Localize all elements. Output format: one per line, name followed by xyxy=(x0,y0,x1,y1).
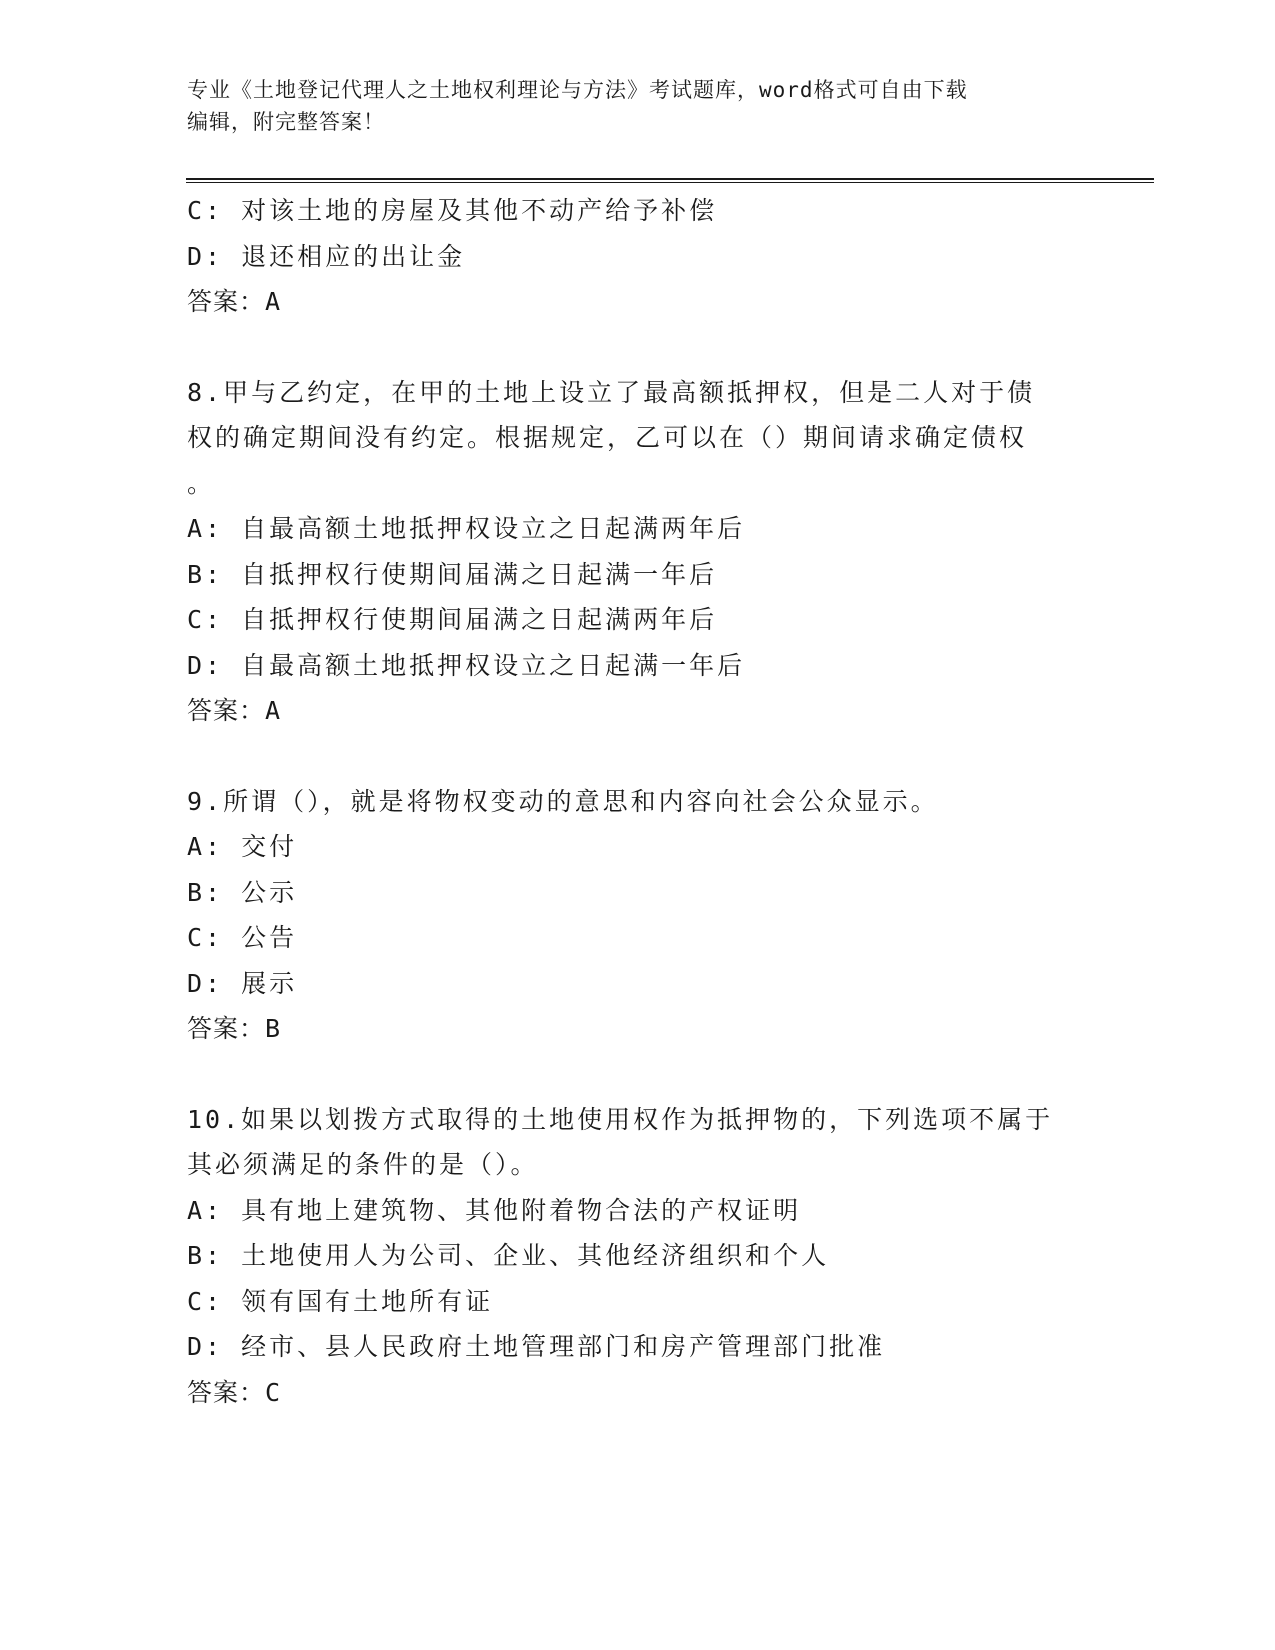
spacer xyxy=(187,1052,1087,1097)
answer: 答案：B xyxy=(187,1014,282,1043)
spacer xyxy=(187,325,1087,370)
question-8 xyxy=(187,370,1087,734)
option-c: C: 领有国有土地所有证 xyxy=(187,1286,494,1316)
option-b: B: 公示 xyxy=(187,877,298,907)
answer: 答案：A xyxy=(187,287,282,316)
option-c: C: 对该土地的房屋及其他不动产给予补偿 xyxy=(187,196,718,225)
header-line-1: 专业《土地登记代理人之土地权利理论与方法》考试题库，word格式可自由下载 xyxy=(187,78,968,102)
option-d: D: 经市、县人民政府土地管理部门和房产管理部门批准 xyxy=(187,1332,886,1361)
option-c: C: 自抵押权行使期间届满之日起满两年后 xyxy=(187,605,718,634)
option-d: D: 展示 xyxy=(187,968,298,998)
question-text-line: 9.所谓（），就是将物权变动的意思和内容向社会公众显示。 xyxy=(187,786,939,816)
option-d: D: 退还相应的出让金 xyxy=(187,241,466,271)
question-text-line: 权的确定期间没有约定。根据规定，乙可以在（）期间请求确定债权 xyxy=(187,423,1028,452)
option-b: B: 自抵押权行使期间届满之日起满一年后 xyxy=(187,559,718,589)
header-rule-thin xyxy=(186,182,1154,183)
question-content xyxy=(187,188,1087,1415)
header-line-2: 编辑，附完整答案！ xyxy=(187,110,385,134)
question-9 xyxy=(187,779,1087,1052)
option-b: B: 土地使用人为公司、企业、其他经济组织和个人 xyxy=(187,1241,830,1270)
answer: 答案：A xyxy=(187,696,282,725)
question-text-line: 10.如果以划拨方式取得的土地使用权作为抵押物的，下列选项不属于 xyxy=(187,1104,1054,1134)
answer: 答案：C xyxy=(187,1377,282,1407)
question-text-line: 其必须满足的条件的是（）。 xyxy=(187,1150,539,1179)
question-text-line: 。 xyxy=(187,468,216,498)
option-a: A: 交付 xyxy=(187,832,298,861)
spacer xyxy=(187,734,1087,779)
header-rule-thick xyxy=(186,178,1154,180)
option-c: C: 公告 xyxy=(187,923,298,952)
page-header xyxy=(187,74,1087,138)
question-text-line: 8.甲与乙约定，在甲的土地上设立了最高额抵押权，但是二人对于债 xyxy=(187,377,1036,407)
question-10 xyxy=(187,1097,1087,1416)
option-a: A: 具有地上建筑物、其他附着物合法的产权证明 xyxy=(187,1195,802,1225)
option-d: D: 自最高额土地抵押权设立之日起满一年后 xyxy=(187,650,746,680)
option-a: A: 自最高额土地抵押权设立之日起满两年后 xyxy=(187,514,746,543)
